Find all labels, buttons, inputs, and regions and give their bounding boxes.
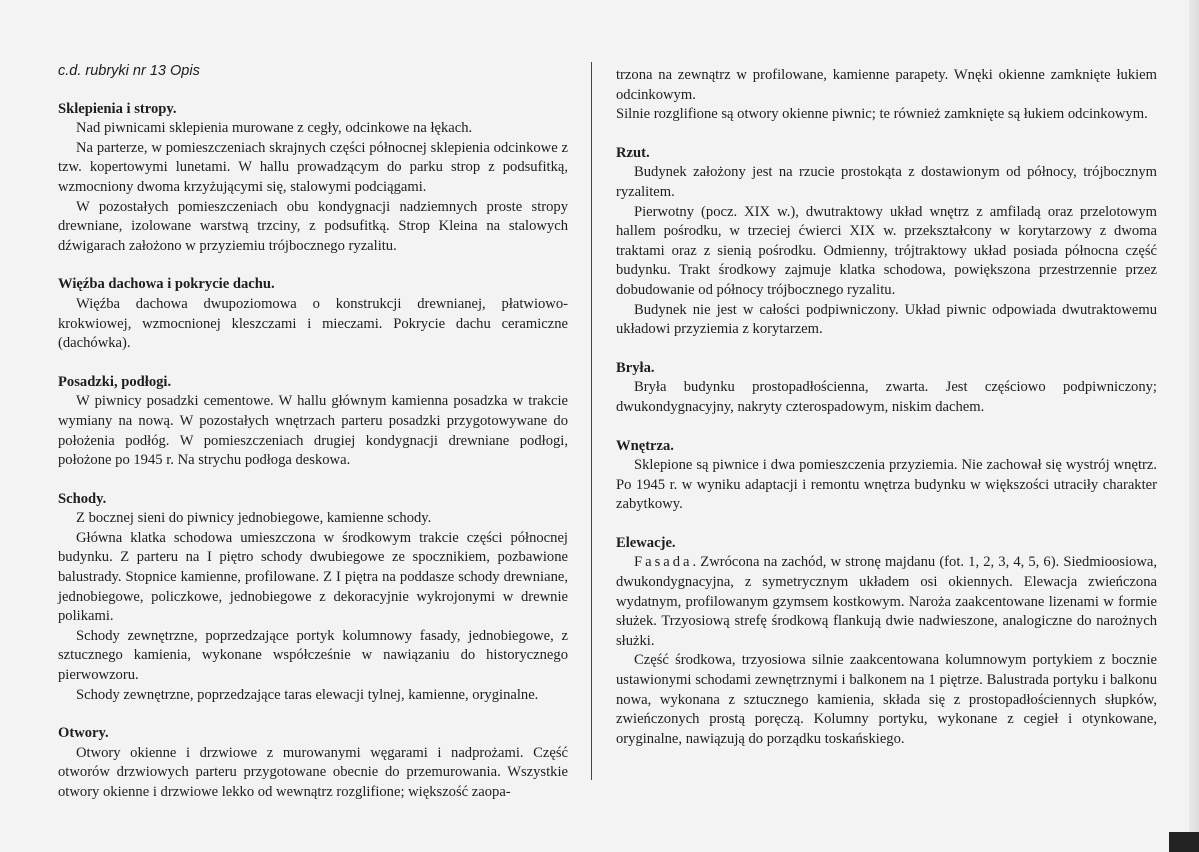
paragraph: W piwnicy posadzki cementowe. W hallu głównym kamienna posadzka w trakcie wymiany na nową. W pozostałych wnętrzach parteru posadzki przygotowywane do położenia podłóg. W pomieszczeniach drugiej kondygnacji drewniane podłogi, położone po 1945 r. Na strychu podłoga deskowa. <box>58 393 568 469</box>
scan-corner-mark <box>1169 832 1199 852</box>
heading-bryla: Bryła. <box>616 359 655 376</box>
scan-edge <box>1189 0 1199 852</box>
paragraph: W pozostałych pomieszczeniach obu kondygnacji nadziemnych proste stropy drewniane, izolowane warstwą trzciny, z podsufitką. Strop Kleina na stalowych dźwigarach założono w przyziemiu trójbocznego ryzalitu. <box>58 198 568 254</box>
paragraph: Budynek założony jest na rzucie prostokąta z dostawionym od północy, trójbocznym ryzalitem. <box>616 164 1157 200</box>
section-sklepienia <box>58 100 568 257</box>
paragraph: Nad piwnicami sklepienia murowane z cegły, odcinkowe na łękach. <box>76 120 473 137</box>
paragraph: Otwory okienne i drzwiowe z murowanymi węgarami i nadprożami. Część otworów drzwiowych parteru przygotowane obecnie do przemurowania. Wszystkie otwory okienne i drzwiowe lekko od wewnątrz rozglifione; większość zaopa- <box>58 744 568 800</box>
fasada-label: Fasada <box>634 554 693 571</box>
column-divider <box>591 62 592 780</box>
paragraph: Schody zewnętrzne, poprzedzające taras elewacji tylnej, kamienne, oryginalne. <box>76 686 539 703</box>
section-rzut <box>616 144 1157 340</box>
rubric-title: c.d. rubryki nr 13 Opis <box>58 63 200 79</box>
section-otwory <box>58 724 568 802</box>
fasada-text: . Zwrócona na zachód, w stronę majdanu (fot. 1, 2, 3, 4, 5, 6). Siedmioosiowa, dwukondygnacyjna, z symetrycznym układem osi okiennych. Elewacja zwieńczona wydatnym, profilowanym gzymsem kostkowym. Naroża zaakcentowane lizenami w formie służek. Trzyosiową strefę środkową flankują dwie nadwieszone, analogiczne do narożnych służki. <box>616 554 1157 649</box>
section-bryla <box>616 359 1157 418</box>
paragraph: Budynek nie jest w całości podpiwniczony. Układ piwnic odpowiada dwutraktowemu układowi przyziemia z korytarzem. <box>616 301 1157 338</box>
section-posadzki <box>58 373 568 471</box>
section-schody <box>58 490 568 706</box>
paragraph <box>616 553 1157 651</box>
paragraph: Główna klatka schodowa umieszczona w środkowym trakcie części północnej budynku. Z parteru na I piętro schody dwubiegowe ze spocznikiem, pozbawione balustrady. Stopnice kamienne, profilowane. Z I piętra na poddasze schody drewniane, jednobiegowe, policzkowe, jednobiegowe z dekoracyjnie wykrojonymi w drewnie polikami. <box>58 529 568 625</box>
right-column <box>616 66 1157 768</box>
section-wiezba <box>58 275 568 353</box>
section-otwory-continued <box>616 66 1157 125</box>
section-wnetrza <box>616 437 1157 515</box>
heading-rzut: Rzut. <box>616 144 650 161</box>
paragraph: Schody zewnętrzne, poprzedzające portyk kolumnowy fasady, jednobiegowe, z sztucznego kamienia, wykonane współcześnie w nawiązaniu do historycznego pierwowzoru. <box>58 627 568 684</box>
paragraph: Na parterze, w pomieszczeniach skrajnych części północnej sklepienia odcinkowe z tzw. kopertowymi lunetami. W hallu prowadzącym do parku strop z podsufitką, wzmocniony dwoma krzyżującymi się, stalowymi podciągami. <box>58 139 568 195</box>
paragraph: Bryła budynku prostopadłościenna, zwarta. Jest częściowo podpiwniczony; dwukondygnacyjny, nakryty czterospadowym, niskim dachem. <box>616 379 1157 415</box>
heading-elewacje: Elewacje. <box>616 534 676 551</box>
heading-otwory: Otwory. <box>58 725 109 742</box>
heading-posadzki: Posadzki, podłogi. <box>58 373 172 390</box>
paragraph: Z bocznej sieni do piwnicy jednobiegowe, kamienne schody. <box>76 510 432 527</box>
paragraph: Silnie rozglifione są otwory okienne piwnic; te również zamknięte są łukiem odcinkowym. <box>616 106 1148 123</box>
paragraph: trzona na zewnątrz w profilowane, kamienne parapety. Wnęki okienne zamknięte łukiem odcinkowym. <box>616 67 1157 103</box>
paragraph: Część środkowa, trzyosiowa silnie zaakcentowana kolumnowym portykiem z bocznie ustawionymi schodami zewnętrznymi i balkonem na 1 piętrze. Balustrada portyku i balkonu nowa, wykonana z sztucznego kamienia, składa się z prostopadłościennych słupków, zwieńczonych prostą poręczą. Kolumny portyku, wykonane z cegieł i otynkowane, oryginalne, nawiązują do porządku toskańskiego. <box>616 652 1157 747</box>
heading-sklepienia: Sklepienia i stropy. <box>58 100 177 117</box>
paragraph: Więźba dachowa dwupoziomowa o konstrukcji drewnianej, płatwiowo-krokwiowej, wzmocnionej kleszczami i mieczami. Pokrycie dachu ceramiczne (dachówka). <box>58 295 568 352</box>
section-elewacje <box>616 534 1157 750</box>
paragraph: Sklepione są piwnice i dwa pomieszczenia przyziemia. Nie zachował się wystrój wnętrz. Po 1945 r. w wyniku adaptacji i remontu wnętrza budynku w większości utraciły charakter zabytkowy. <box>616 457 1157 513</box>
left-column <box>58 62 568 822</box>
paragraph: Pierwotny (pocz. XIX w.), dwutraktowy układ wnętrz z amfiladą oraz przelotowym hallem pośrodku, w trzeciej ćwierci XIX w. przekształcony w korytarzowy z dwoma traktami oraz z sienią pośrodku. Odmienny, trójtraktowy układ posiada północna część budynku. Trakt środkowy zajmuje klatka schodowa, powiększona przestrzennie przez dobudowanie od północy trójbocznego ryzalitu. <box>616 203 1157 298</box>
heading-wnetrza: Wnętrza. <box>616 437 674 454</box>
heading-schody: Schody. <box>58 490 107 507</box>
heading-wiezba: Więźba dachowa i pokrycie dachu. <box>58 276 275 293</box>
